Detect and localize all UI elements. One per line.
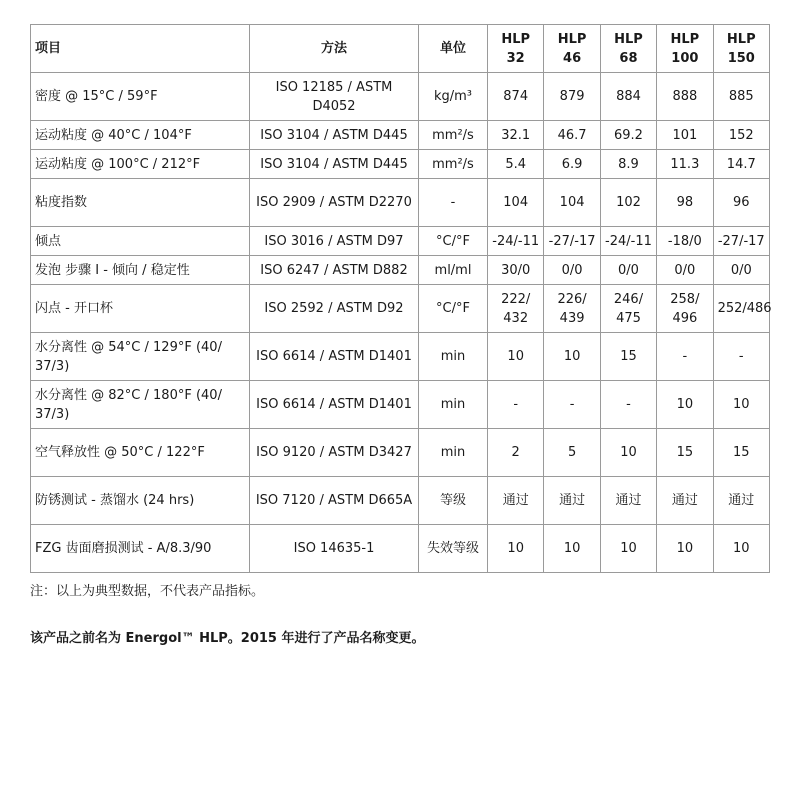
cell-method: ISO 2909 / ASTM D2270 [250,179,419,227]
cell-value: 10 [544,525,600,573]
cell-value: 10 [600,429,656,477]
cell-value: - [600,381,656,429]
cell-value: 258/ 496 [657,285,713,333]
rename-notice: 该产品之前名为 Energol™ HLP。2015 年进行了产品名称变更。 [30,631,425,646]
table-row [31,73,770,121]
cell-value: -18/0 [657,227,713,256]
cell-method: ISO 9120 / ASTM D3427 [250,429,419,477]
cell-value: 888 [657,73,713,121]
table-row [31,227,770,256]
cell-value: 10 [657,381,713,429]
table-row [31,525,770,573]
cell-value: 879 [544,73,600,121]
table-body [31,73,770,573]
cell-value: 104 [488,179,544,227]
cell-unit: °C/°F [419,285,488,333]
cell-value: 15 [657,429,713,477]
cell-value: 10 [600,525,656,573]
cell-value: 0/0 [544,256,600,285]
cell-unit: min [419,333,488,381]
cell-method: ISO 6614 / ASTM D1401 [250,333,419,381]
cell-value: 8.9 [600,150,656,179]
header-hlp150: HLP 150 [713,25,769,73]
cell-value: 通过 [657,477,713,525]
specs-table [30,24,770,573]
cell-value: 通过 [544,477,600,525]
cell-unit: min [419,429,488,477]
cell-method: ISO 2592 / ASTM D92 [250,285,419,333]
cell-value: 69.2 [600,121,656,150]
cell-method: ISO 3104 / ASTM D445 [250,121,419,150]
table-row [31,150,770,179]
cell-value: 10 [488,333,544,381]
cell-value: 46.7 [544,121,600,150]
cell-item: 水分离性 @ 54°C / 129°F (40/ 37/3) [31,333,250,381]
cell-value: 通过 [713,477,769,525]
cell-value: 通过 [600,477,656,525]
cell-value: -24/-11 [600,227,656,256]
cell-value: 10 [657,525,713,573]
cell-item: 密度 @ 15°C / 59°F [31,73,250,121]
cell-item: 闪点 - 开口杯 [31,285,250,333]
cell-value: 10 [488,525,544,573]
cell-item: 发泡 步骤 I - 倾向 / 稳定性 [31,256,250,285]
cell-value: 10 [713,381,769,429]
cell-value: - [713,333,769,381]
cell-unit: 等级 [419,477,488,525]
cell-value: - [488,381,544,429]
cell-value: 5 [544,429,600,477]
header-hlp100: HLP 100 [657,25,713,73]
cell-item: FZG 齿面磨损测试 - A/8.3/90 [31,525,250,573]
cell-value: 15 [713,429,769,477]
cell-value: - [657,333,713,381]
cell-item: 倾点 [31,227,250,256]
footnote: 注：以上为典型数据，不代表产品指标。 [30,584,265,599]
cell-method: ISO 3016 / ASTM D97 [250,227,419,256]
cell-value: 252/486 [713,285,769,333]
cell-value: 152 [713,121,769,150]
cell-item: 运动粘度 @ 40°C / 104°F [31,121,250,150]
cell-value: 98 [657,179,713,227]
cell-unit: ml/ml [419,256,488,285]
cell-method: ISO 12185 / ASTM D4052 [250,73,419,121]
cell-unit: 失效等级 [419,525,488,573]
cell-value: 101 [657,121,713,150]
table-row [31,256,770,285]
cell-value: 6.9 [544,150,600,179]
cell-value: -27/-17 [713,227,769,256]
table-row [31,477,770,525]
cell-value: 11.3 [657,150,713,179]
table-row [31,121,770,150]
cell-method: ISO 14635-1 [250,525,419,573]
cell-method: ISO 6614 / ASTM D1401 [250,381,419,429]
cell-value: 226/ 439 [544,285,600,333]
header-method: 方法 [250,25,419,73]
header-row [31,25,770,73]
cell-value: 0/0 [657,256,713,285]
cell-item: 水分离性 @ 82°C / 180°F (40/ 37/3) [31,381,250,429]
cell-value: 30/0 [488,256,544,285]
cell-value: 0/0 [600,256,656,285]
cell-value: 10 [544,333,600,381]
cell-value: 102 [600,179,656,227]
cell-value: 5.4 [488,150,544,179]
cell-value: 246/ 475 [600,285,656,333]
cell-value: 10 [713,525,769,573]
cell-method: ISO 3104 / ASTM D445 [250,150,419,179]
cell-method: ISO 7120 / ASTM D665A [250,477,419,525]
cell-value: -24/-11 [488,227,544,256]
header-item: 项目 [31,25,250,73]
cell-value: 32.1 [488,121,544,150]
header-hlp32: HLP 32 [488,25,544,73]
cell-value: 0/0 [713,256,769,285]
header-hlp46: HLP 46 [544,25,600,73]
cell-item: 运动粘度 @ 100°C / 212°F [31,150,250,179]
cell-value: 874 [488,73,544,121]
cell-item: 防锈测试 - 蒸馏水 (24 hrs) [31,477,250,525]
cell-value: 104 [544,179,600,227]
cell-unit: kg/m³ [419,73,488,121]
cell-unit: mm²/s [419,121,488,150]
cell-value: - [544,381,600,429]
cell-unit: - [419,179,488,227]
cell-value: 通过 [488,477,544,525]
cell-value: 96 [713,179,769,227]
cell-unit: °C/°F [419,227,488,256]
table-row [31,429,770,477]
table-row [31,381,770,429]
cell-value: 15 [600,333,656,381]
cell-unit: min [419,381,488,429]
cell-value: 2 [488,429,544,477]
cell-value: 884 [600,73,656,121]
cell-value: 885 [713,73,769,121]
cell-unit: mm²/s [419,150,488,179]
cell-value: -27/-17 [544,227,600,256]
cell-item: 粘度指数 [31,179,250,227]
cell-value: 222/ 432 [488,285,544,333]
header-hlp68: HLP 68 [600,25,656,73]
table-row [31,179,770,227]
table-row [31,333,770,381]
cell-method: ISO 6247 / ASTM D882 [250,256,419,285]
cell-value: 14.7 [713,150,769,179]
table-row [31,285,770,333]
cell-item: 空气释放性 @ 50°C / 122°F [31,429,250,477]
header-unit: 单位 [419,25,488,73]
